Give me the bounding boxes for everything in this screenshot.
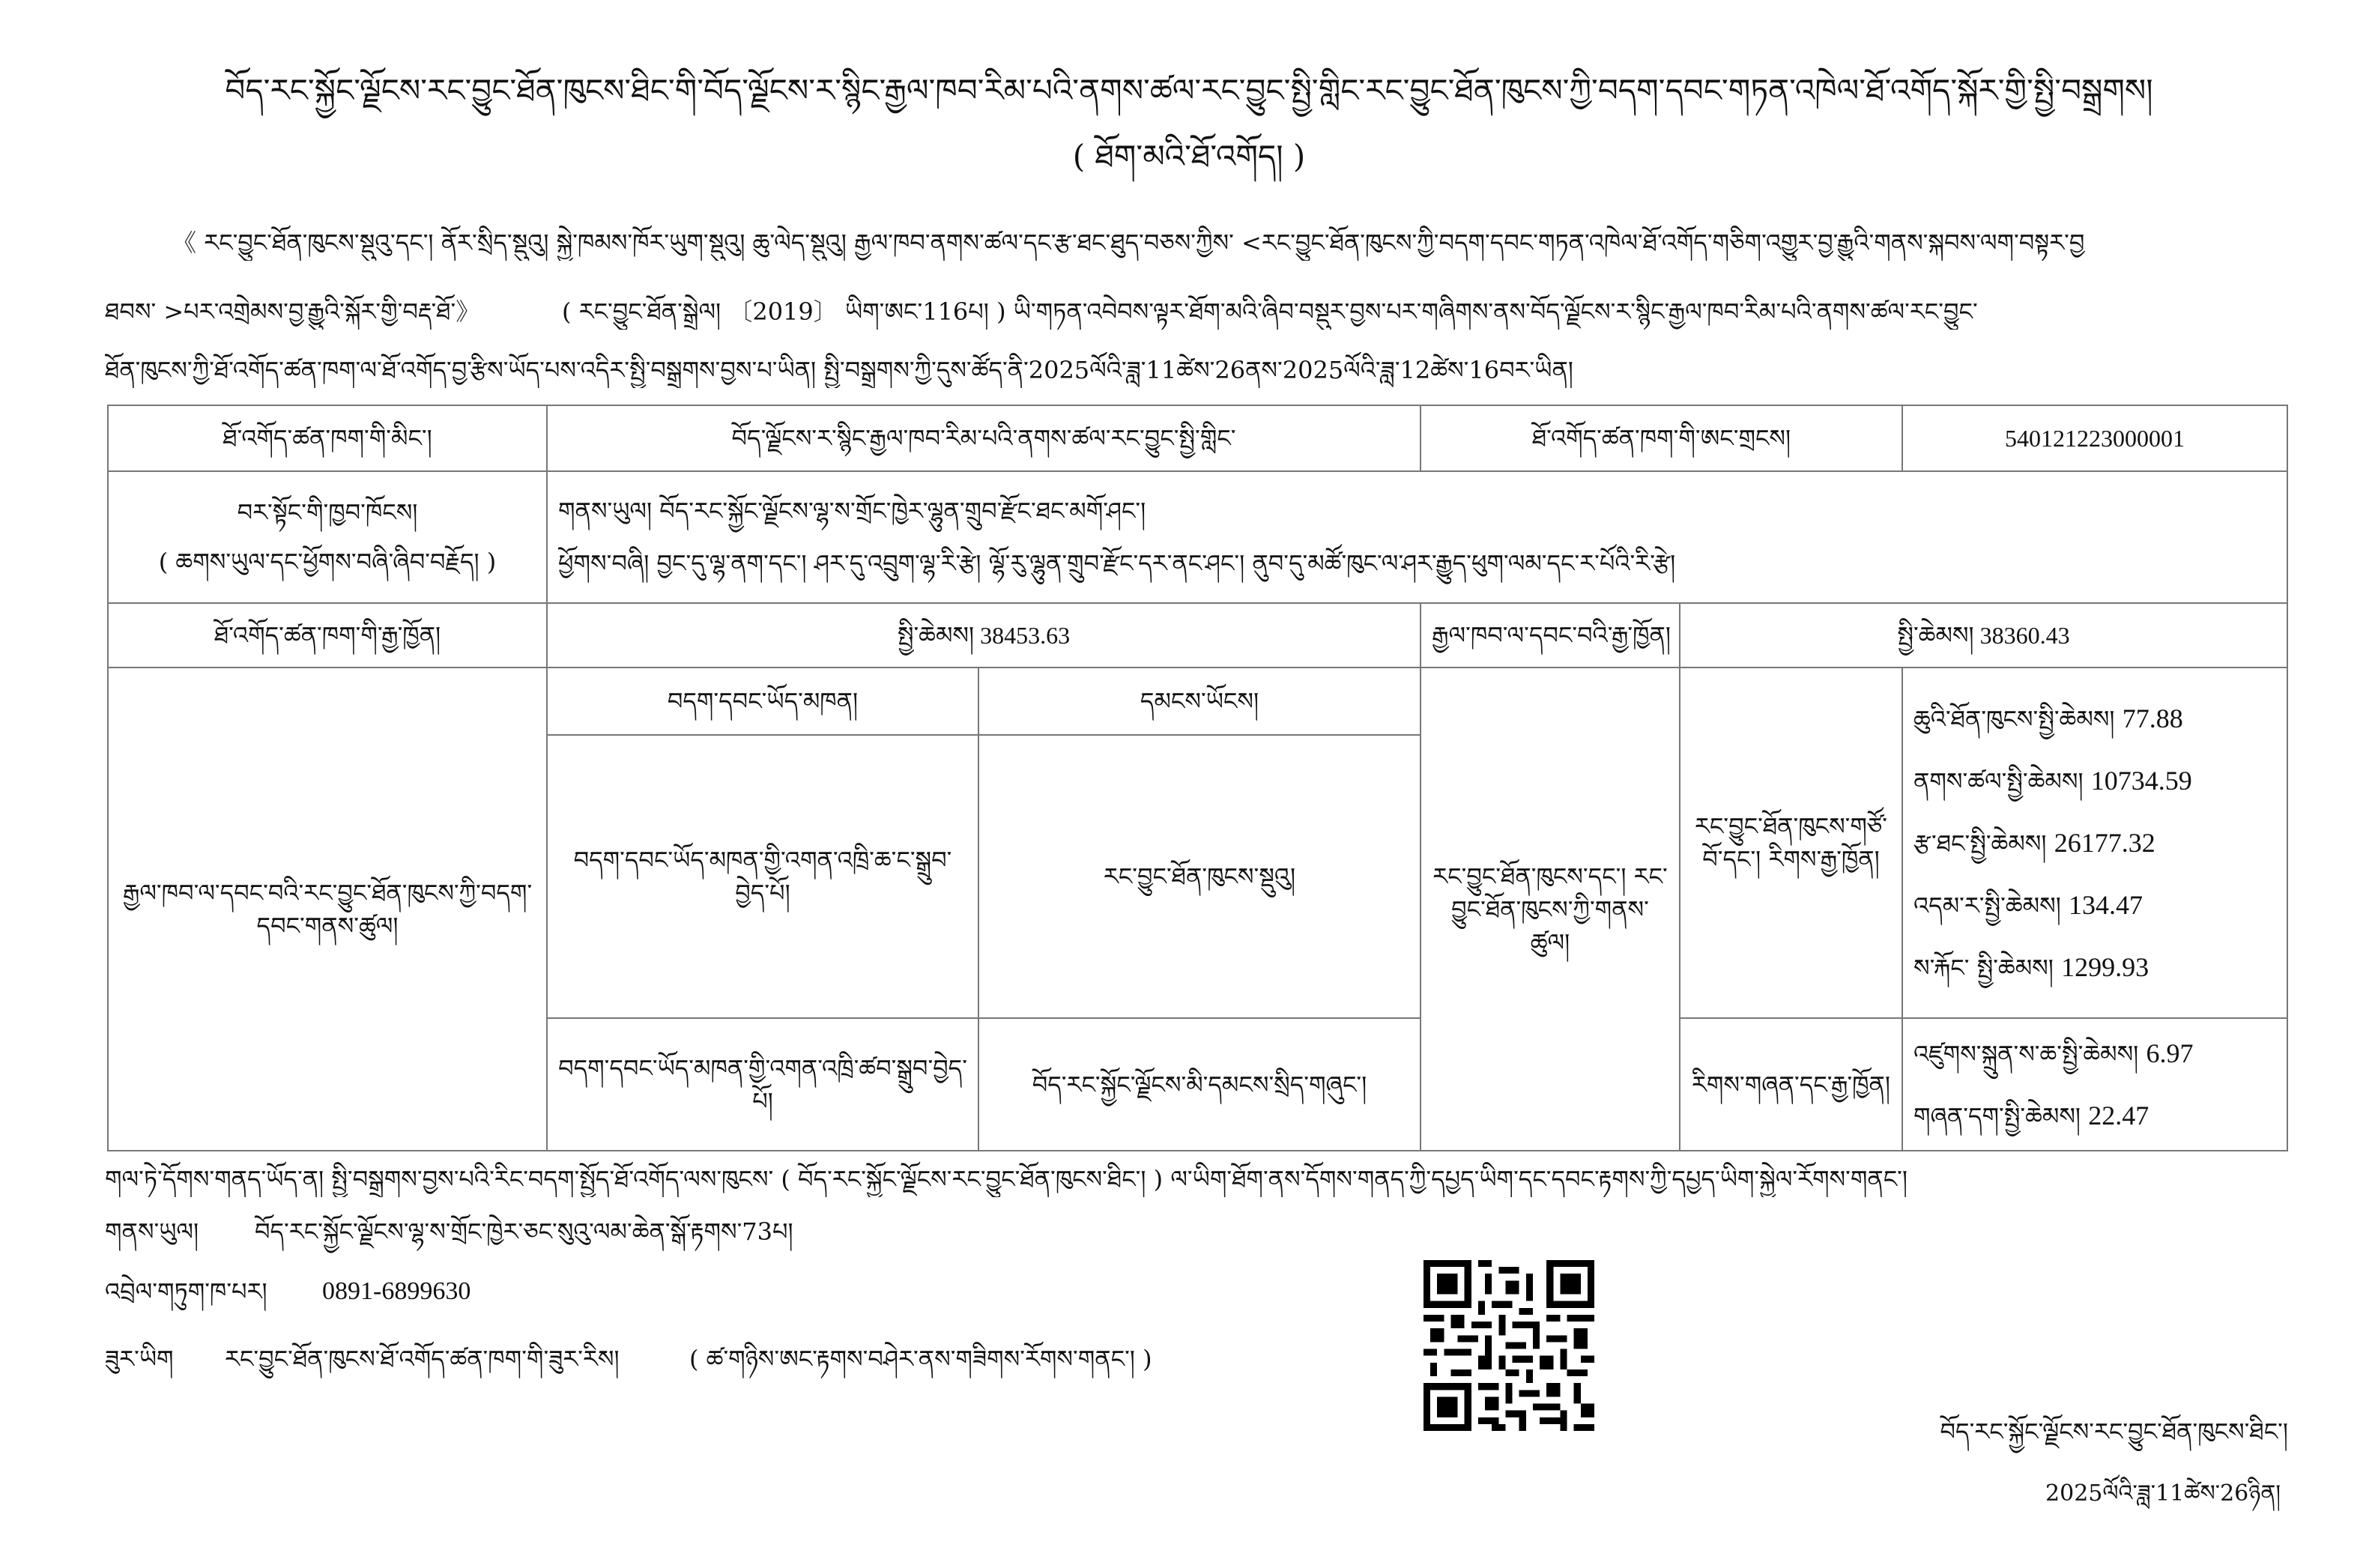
state-area-value: སྤྱི་ཆེམས། 38360.43 [1680,603,2287,668]
objection-notice: གལ་ཏེ་དོགས་གནད་ཡོད་ན། སྤྱི་བསྒྲགས་བྱས་པའི་རིང་བདག་སྤྱོད་ཐོ་འགོད་ལས་ཁུངས་ ( བོད་རང་སྐྱོང་ལྗོངས་རང་བྱུང་ཐོན་ཁུངས་ཐིང་། ) ལ་ཡིག་ཐོག་ནས་དོགས་གནད་ཀྱི་དཔྱད་ཡིག་དང་དབང་རྟགས་ཀྱི་དཔྱད་ཡིག་སྐྱེལ་རོགས་གནང་། [105,1165,1908,1193]
other-item: འཛུགས་སྐྲུན་ས་ཆ་སྤྱི་ཆེམས། 6.97 [1913,1038,2194,1068]
intro-line-2b: ( རང་བྱུང་ཐོན་སྒྲེལ། 〔2019〕 ཡིག་ཨང་116པ། ) ཡི་གཏན་འབེབས་ལྟར་ཐོག་མའི་ཞིབ་བསྡུར་བྱས་པར་གཞིགས་ནས་བོད་ལྗོངས་ར་སྙིང་རྒྱལ་ཁབ་རིམ་པའི་ནགས་ཚལ་རང་བྱུང་ [562,297,1978,326]
attachment-value: རང་བྱུང་ཐོན་ཁུངས་ཐོ་འགོད་ཚན་ཁག་གི་ཟུར་རིས། [225,1345,620,1373]
intro-line-1: 《 རང་བྱུང་ཐོན་ཁུངས་སྡུའུ་དང་། ནོར་སྲིད་སྡུའུ། སྐྱེ་ཁམས་ཁོར་ཡུག་སྡུའུ། ཆུ་ལེད་སྡུའུ། རྒྱལ་ཁབ་ནགས་ཚལ་དང་རྩ་ཐང་ཐུད་བཅས་ཀྱིས་ <རང་བྱུང་ཐོན་ཁུངས་ཀྱི་བདག་དབང་གཏན་འཁེལ་ཐོ་འགོད་གཅིག་འགྱུར་བྱ་རྒྱུའི་གནས་སྐབས་ལག་བསྟར་བྱ [172,228,2085,257]
unit-name-value: བོད་ལྗོངས་ར་སྙིང་རྒྱལ་ཁབ་རིམ་པའི་ནགས་ཚལ་རང་བྱུང་སྤྱི་གླིང་ [547,405,1421,471]
other-type-label: རིགས་གཞན་དང་རྒྱ་ཁྱོན། [1680,1018,1902,1151]
attachment-label: ཟུར་ཡིག [105,1345,174,1373]
owner-1: བདག་དབང་ཡོད་མཁན་གྱི་འགན་འཁྲི་ཆ་ང་སྒྲུབ་བྱེད་པོ། [547,735,978,1018]
issuer-name: བོད་རང་སྐྱོང་ལྗོངས་རང་བྱུང་ཐོན་ཁུངས་ཐིང་། [1940,1417,2288,1446]
other-item: གཞན་དག་སྤྱི་ཆེམས། 22.47 [1913,1100,2149,1130]
location-line-1: གནས་ཡུལ། བོད་རང་སྐྱོང་ལྗོངས་ལྷ་ས་གྲོང་ཁྱེར་ལྷུན་གྲུབ་རྫོང་ཐང་མགོ་ཤང་། [558,497,1146,525]
intro-line-3: ཐོན་ཁུངས་ཀྱི་ཐོ་འགོད་ཚན་ཁག་ལ་ཐོ་འགོད་བྱ་རྩིས་ཡོད་པས་འདིར་སྤྱི་བསྒྲགས་བྱས་པ་ཡིན། སྤྱི་བསྒྲགས་ཀྱི་དུས་ཚོད་ནི་2025ལོའི་ཟླ་11ཚེས་26ནས་2025ལོའི་ཟླ་12ཚེས་16བར་ཡིན། [105,356,1573,384]
resource-item: ནགས་ཚལ་སྤྱི་ཆེམས། 10734.59 [1913,765,2192,796]
other-list [1902,1018,2287,1151]
resource-label: རང་བྱུང་ཐོན་ཁུངས་དང་། རང་བྱུང་ཐོན་ཁུངས་ཀྱི་གནས་ཚུལ། [1421,668,1680,1151]
location-label-cell [108,471,547,603]
resource-item: ཆུའི་ཐོན་ཁུངས་སྤྱི་ཆེམས། 77.88 [1913,703,2183,733]
address-label: གནས་ཡུལ། [105,1217,199,1246]
phone-value: 0891-6899630 [322,1277,471,1305]
location-label-note: ( ཆགས་ཡུལ་དང་ཕྱོགས་བཞི་ཞིབ་བརྗོད། ) [158,548,497,576]
resource-item: ས་རྐོང་ སྤྱི་ཆེམས། 1299.93 [1913,951,2149,982]
unit-code-label: ཐོ་འགོད་ཚན་ཁག་གི་ཨང་གྲངས། [1421,405,1902,471]
level-2: བོད་རང་སྐྱོང་ལྗོངས་མི་དམངས་སྲིད་གཞུང་། [978,1018,1421,1151]
area-label: ཐོ་འགོད་ཚན་ཁག་གི་རྒྱ་ཁྱོན། [108,603,547,668]
issue-date: 2025ལོའི་ཟླ་11ཚེས་26ཉིན། [2045,1480,2281,1507]
address-value: བོད་རང་སྐྱོང་ལྗོངས་ལྷ་ས་གྲོང་ཁྱེར་ཅང་སུའུ་ལམ་ཆེན་སྒོ་རྟགས་73པ། [255,1217,793,1246]
location-line-2: ཕྱོགས་བཞི། བྱང་དུ་ལྷ་ནག་དང་། ཤར་དུ་འབྲུག་ལྷ་རི་རྩེ། ལྷོ་རུ་ལྷུན་གྲུབ་རྫོང་དར་ནང་ཤང་། ནུབ་དུ་མཚོ་ཁུང་ལ་ཤར་རྒྱུད་ཕུག་ལམ་དང་ར་པོའི་རི་རྩེ། [558,549,1676,578]
intro-line-2: ཐབས་ >པར་འགྲེམས་བྱ་རྒྱུའི་སྐོར་གྱི་བརྡ་ཐོ་》 [105,297,480,326]
unit-code-value: 540121223000001 [1902,405,2287,471]
location-value-cell [547,471,2287,603]
document-subtitle: ( ཐོག་མའི་ཐོ་འགོད། ) [1072,138,1306,175]
unit-name-label: ཐོ་འགོད་ཚན་ཁག་གི་མིང་། [108,405,547,471]
phone-label: འབྲེལ་གཏུག་ཁ་པར། [105,1277,267,1306]
level-header: དམངས་ཡོངས། [978,668,1421,735]
owner-header: བདག་དབང་ཡོད་མཁན། [547,668,978,735]
resource-item: རྩ་ཐང་སྤྱི་ཆེམས། 26177.32 [1913,827,2155,858]
qr-code-icon[interactable] [1424,1260,1594,1431]
location-label: བར་སྟོང་གི་ཁྱབ་ཁོངས། [237,498,418,527]
resource-list [1902,668,2287,1018]
resource-type-label: རང་བྱུང་ཐོན་ཁུངས་གཙོ་བོ་དང་། རིགས་རྒྱ་ཁྱོན། [1680,668,1902,1018]
document-title: བོད་རང་སྐྱོང་ལྗོངས་རང་བྱུང་ཐོན་ཁུངས་ཐིང་གི་བོད་ལྗོངས་ར་སྙིང་རྒྱལ་ཁབ་རིམ་པའི་ནགས་ཚལ་རང་བྱུང་སྤྱི་གླིང་རང་བྱུང་ཐོན་ཁུངས་ཀྱི་བདག་དབང་གཏན་འཁེལ་ཐོ་འགོད་སྐོར་གྱི་སྤྱི་བསྒྲགས། [225,72,2153,109]
state-area-label: རྒྱལ་ཁབ་ལ་དབང་བའི་རྒྱ་ཁྱོན། [1421,603,1680,668]
attachment-note: ( ཚ་གཉིས་ཨང་རྟགས་བཤེར་ནས་གཟིགས་རོགས་གནང་། ) [689,1345,1152,1373]
level-1: རང་བྱུང་ཐོན་ཁུངས་སྡུའུ། [978,735,1421,1018]
ownership-label: རྒྱལ་ཁབ་ལ་དབང་བའི་རང་བྱུང་ཐོན་ཁུངས་ཀྱི་བདག་དབང་གནས་ཚུལ། [108,668,547,1151]
registration-table [107,405,2288,1151]
owner-2: བདག་དབང་ཡོད་མཁན་གྱི་འགན་འཁྲི་ཚབ་སྒྲུབ་བྱེད་པོ། [547,1018,978,1151]
area-value: སྤྱི་ཆེམས། 38453.63 [547,603,1421,668]
resource-item: འདམ་ར་སྤྱི་ཆེམས། 134.47 [1913,889,2143,920]
